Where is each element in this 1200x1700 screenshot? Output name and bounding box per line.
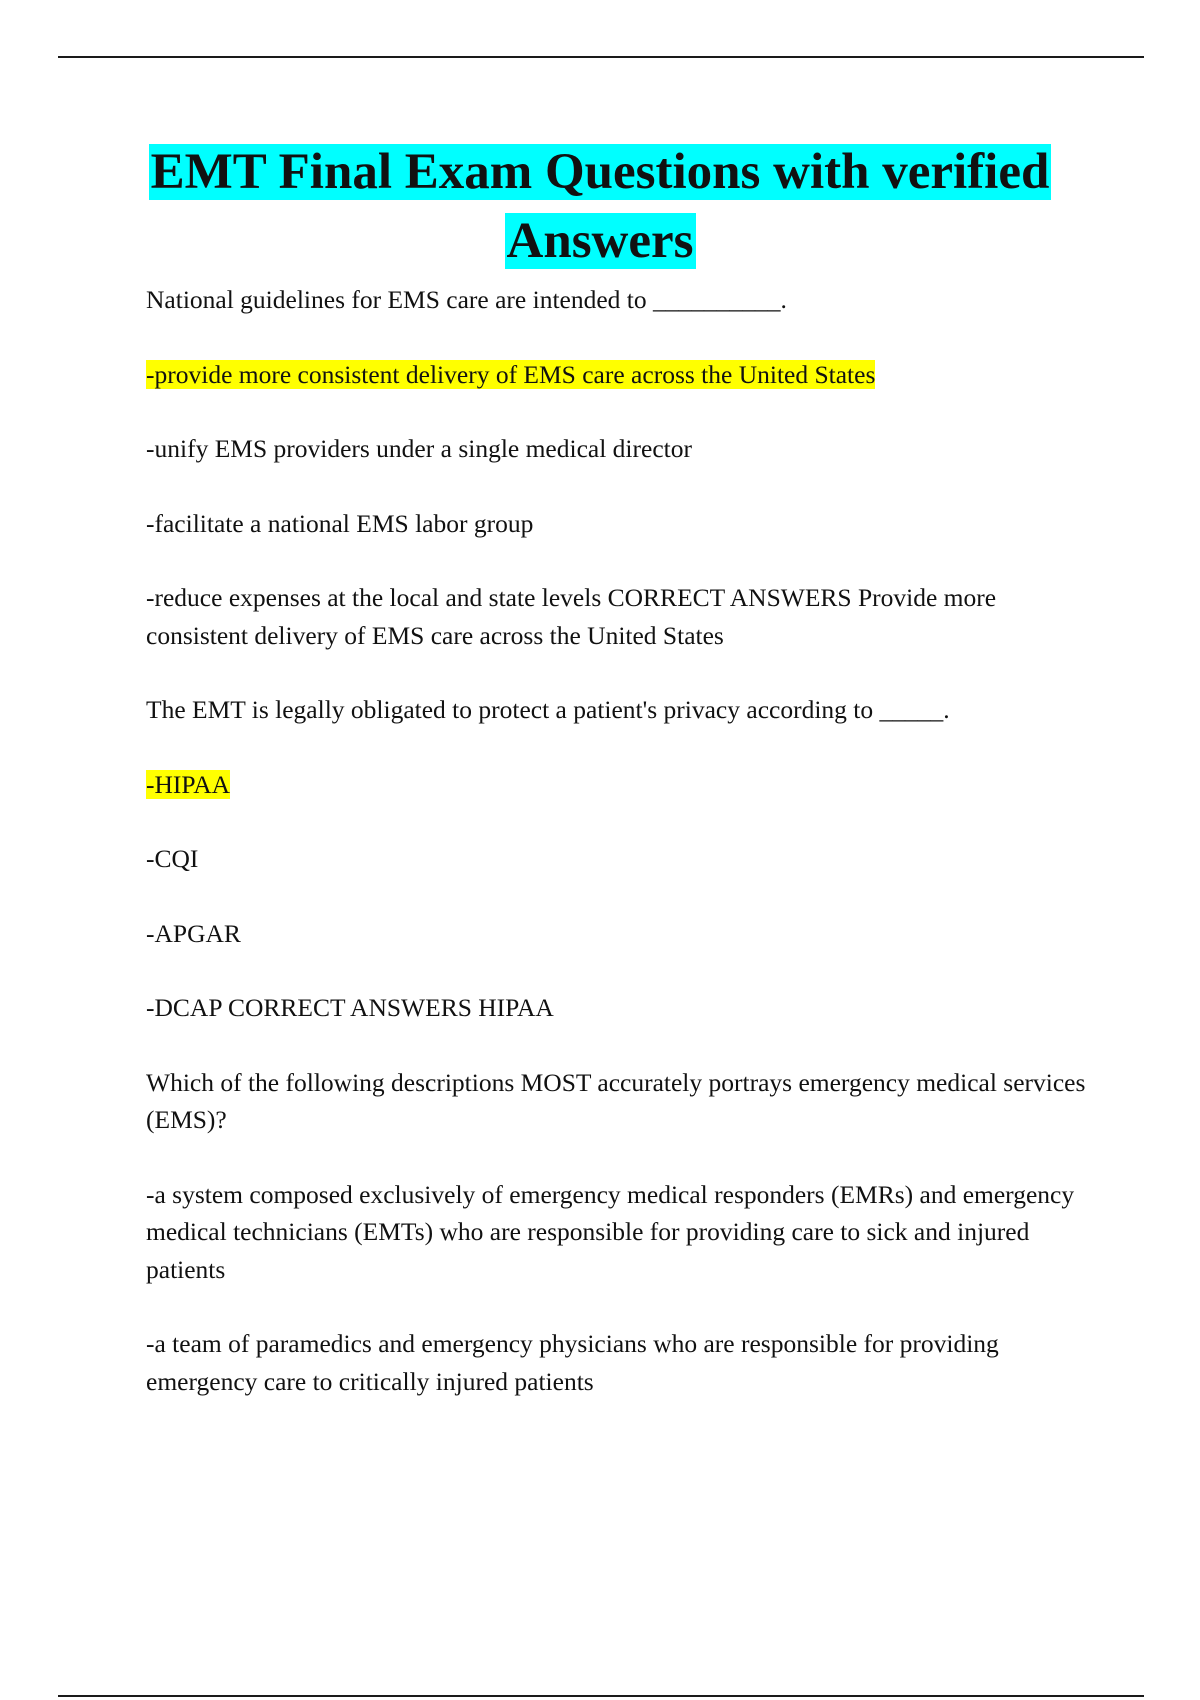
title-line-2: Answers — [506, 213, 694, 269]
question-2-option-2: -CQI — [146, 844, 199, 873]
highlighted-answer: -HIPAA — [146, 769, 231, 799]
question-2-text: The EMT is legally obligated to protect a patient's privacy according to _____. — [146, 695, 950, 724]
document-body — [146, 281, 1100, 1437]
highlighted-answer: -provide more consistent delivery of EMS care across the United States — [146, 359, 876, 389]
bottom-divider — [58, 1695, 1144, 1697]
question-3-option-1: -a system composed exclusively of emergency medical responders (EMRs) and emergency medical technicians (EMTs) who are responsible for providing care to sick and injured patients — [146, 1179, 1075, 1284]
question-1-option-4: -reduce expenses at the local and state levels CORRECT ANSWERS Provide more consistent delivery of EMS care across the United States — [146, 583, 997, 650]
question-3-option-2: -a team of paramedics and emergency physicians who are responsible for providing emergency care to critically injured patients — [146, 1329, 999, 1396]
question-2-option-3: -APGAR — [146, 918, 241, 948]
document-title — [60, 138, 1140, 276]
title-line-1: EMT Final Exam Questions with verified — [150, 144, 1050, 200]
question-2-option-1 — [146, 766, 1100, 804]
top-divider — [58, 56, 1144, 58]
question-1-option-3: -facilitate a national EMS labor group — [146, 508, 534, 538]
question-1-text: National guidelines for EMS care are intended to __________. — [146, 285, 787, 314]
question-1-option-2: -unify EMS providers under a single medical director — [146, 434, 692, 463]
question-2-option-4: -DCAP CORRECT ANSWERS HIPAA — [146, 993, 554, 1022]
question-3-text: Which of the following descriptions MOST accurately portrays emergency medical services (EMS)? — [146, 1067, 1086, 1134]
question-1-option-1 — [146, 356, 1100, 394]
